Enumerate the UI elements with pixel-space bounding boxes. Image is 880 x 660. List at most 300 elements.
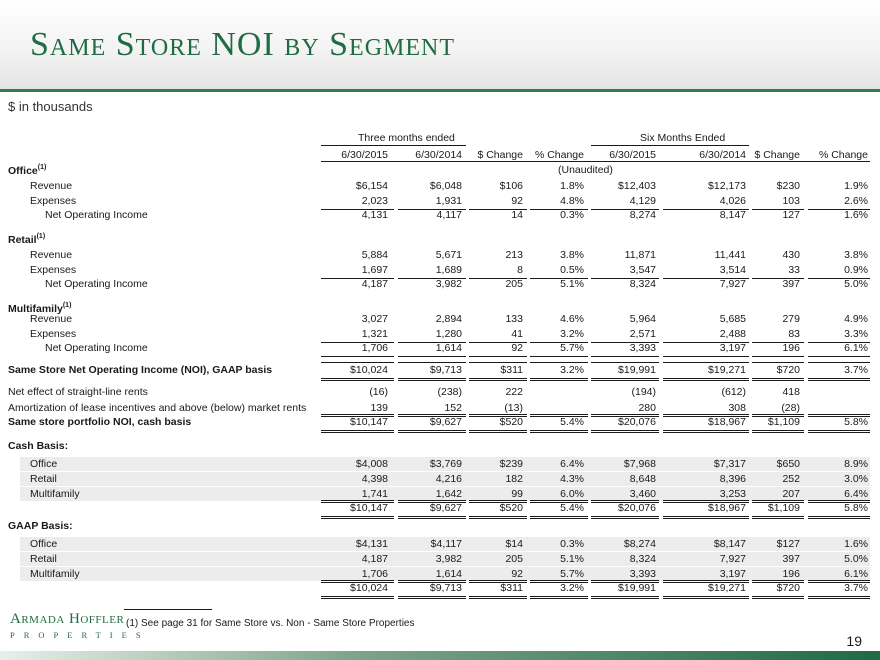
table-cell: 397 [782,278,800,290]
table-cell: 3.2% [560,364,584,376]
table-cell: $14 [505,538,523,550]
row-label [30,264,76,277]
total-rule-double-2 [469,380,527,381]
row-label-text: Net Operating Income [45,209,148,221]
row-label [8,440,68,453]
table-cell: $9,627 [429,416,462,428]
total-rule-top [469,580,527,581]
table-cell: 5.4% [560,416,584,428]
row-label [45,209,148,222]
total-rule-top [321,414,394,415]
table-cell: 8,324 [629,278,656,290]
table-cell: 8.9% [844,458,868,470]
header-three-months: Three months ended [358,132,455,144]
table-cell: 8,274 [629,209,656,221]
row-label [45,342,148,355]
table-cell: 205 [505,278,523,290]
subtotal-rule [591,356,659,357]
table-cell: 308 [728,402,746,414]
table-cell: 99 [511,488,523,500]
table-cell: $10,147 [350,416,388,428]
column-header: 6/30/2014 [699,149,746,161]
table-cell: 3.2% [560,582,584,594]
table-cell: $720 [776,582,800,594]
table-cell: 6.1% [844,342,868,354]
table-cell: 2,894 [435,313,462,325]
total-rule-double-1 [530,430,588,431]
row-label [30,328,76,341]
table-cell: 5,884 [361,249,388,261]
total-rule-double-1 [663,596,749,597]
row-label-text: Multifamily [30,568,80,580]
table-cell: 213 [505,249,523,261]
total-rule-double-1 [469,516,527,517]
total-rule-double-2 [530,432,588,433]
table-cell: $1,109 [767,502,800,514]
table-cell: 5.7% [560,342,584,354]
table-cell: 4,398 [361,473,388,485]
table-cell: $4,117 [430,538,462,550]
row-label [8,386,148,399]
total-rule-top [530,580,588,581]
total-rule-double-1 [663,516,749,517]
table-cell: $520 [499,416,523,428]
total-rule-double-1 [321,430,394,431]
table-cell: 3.0% [844,473,868,485]
subtotal-rule [321,356,394,357]
total-rule-double-1 [752,596,804,597]
total-rule-top [752,414,804,415]
row-label [30,458,57,471]
table-cell: 2,023 [361,195,388,207]
footnote-marker: (1) [36,233,46,240]
total-rule-double-1 [530,378,588,379]
total-rule-double-2 [321,380,394,381]
row-label [30,473,57,486]
table-cell: 33 [788,264,800,276]
total-rule-double-2 [808,380,870,381]
total-rule-double-1 [321,596,394,597]
table-cell: $520 [499,502,523,514]
total-rule-double-1 [398,516,466,517]
table-cell: 207 [782,488,800,500]
row-label-text: Office [8,165,38,177]
total-rule-double-1 [591,430,659,431]
table-cell: 7,927 [719,278,746,290]
table-cell: 4,187 [361,278,388,290]
total-rule-top [808,414,870,415]
row-label [30,195,76,208]
total-rule-top [808,580,870,581]
total-rule-double-1 [398,378,466,379]
total-rule-top [663,414,749,415]
total-rule-top [530,362,588,363]
table-cell: 1,280 [435,328,462,340]
table-cell: $20,076 [618,502,656,514]
total-rule-double-1 [663,378,749,379]
table-cell: $20,076 [618,416,656,428]
table-cell: 5,964 [629,313,656,325]
table-cell: 4,129 [629,195,656,207]
total-rule-top [591,414,659,415]
table-cell: 3.8% [560,249,584,261]
total-rule-top [808,500,870,501]
total-rule-top [469,414,527,415]
table-cell: 5.1% [560,278,584,290]
row-label [45,278,148,291]
row-label-text: Expenses [30,195,77,207]
table-cell: $650 [776,458,800,470]
total-rule-double-2 [663,518,749,519]
table-cell: 3.7% [844,582,868,594]
row-label-text: Net Operating Income [45,278,148,290]
table-cell: 430 [782,249,800,261]
table-cell: $720 [776,364,800,376]
row-label [8,416,191,429]
footnote-divider [124,609,212,610]
row-label-text: Retail [30,473,57,485]
total-rule-top [530,414,588,415]
table-cell: 3,253 [719,488,746,500]
total-rule-top [469,500,527,501]
total-rule-double-1 [321,516,394,517]
table-cell: 5.4% [560,502,584,514]
table-cell: $9,627 [429,502,462,514]
total-rule-double-1 [530,516,588,517]
table-cell: 3,547 [629,264,656,276]
total-rule-double-1 [808,596,870,597]
total-rule-double-2 [469,598,527,599]
table-cell: 3,982 [435,278,462,290]
table-cell: $19,991 [618,364,656,376]
table-cell: 5.1% [560,553,584,565]
total-rule-double-2 [530,380,588,381]
row-label-text: Amortization of lease incentives and above (below) market rents [8,402,307,414]
total-rule-double-2 [398,380,466,381]
table-cell: 4.9% [844,313,868,325]
total-rule-double-2 [591,380,659,381]
row-label [30,553,57,566]
table-cell: 1,689 [435,264,462,276]
table-cell: 1.8% [560,180,584,192]
table-cell: 6.0% [560,488,584,500]
table-cell: 5,685 [719,313,746,325]
total-rule-top [808,362,870,363]
table-cell: 5.0% [844,553,868,565]
table-cell: 222 [505,386,523,398]
row-label-text: Cash Basis: [8,440,69,452]
total-rule-top [663,500,749,501]
header-six-months: Six Months Ended [640,132,726,144]
total-rule-double-1 [469,430,527,431]
total-rule-double-2 [321,518,394,519]
table-cell: 4.3% [560,473,584,485]
table-cell: 5.0% [844,278,868,290]
row-label-text: Retail [30,553,57,565]
total-rule-top [469,362,527,363]
table-cell: 1,321 [361,328,388,340]
total-rule-double-2 [398,518,466,519]
table-cell: 11,441 [714,249,746,261]
total-rule-double-2 [808,598,870,599]
table-cell: 279 [782,313,800,325]
total-rule-top [752,580,804,581]
total-rule-double-2 [663,598,749,599]
row-label [8,402,306,415]
total-rule-double-2 [530,598,588,599]
table-cell: 3,197 [719,342,746,354]
row-label [30,488,80,501]
total-rule-top [752,500,804,501]
table-cell: (16) [369,386,388,398]
total-rule-double-1 [808,378,870,379]
table-cell: $10,147 [350,502,388,514]
table-cell: 3,460 [629,488,656,500]
table-cell: $8,147 [713,538,746,550]
table-cell: 1,931 [435,195,462,207]
table-cell: 280 [638,402,656,414]
table-cell: 3.3% [844,328,868,340]
table-cell: $8,274 [623,538,656,550]
total-rule-double-2 [469,518,527,519]
table-cell: 196 [782,568,800,580]
table-cell: $7,317 [713,458,746,470]
table-cell: 1,614 [435,568,462,580]
row-label-text: Revenue [30,313,73,325]
row-label [8,161,46,178]
total-rule-top [663,580,749,581]
table-cell: 1,706 [361,342,388,354]
total-rule-top [591,362,659,363]
table-cell: (13) [504,402,523,414]
table-cell: 3.8% [844,249,868,261]
table-cell: 2,488 [719,328,746,340]
table-cell: $106 [499,180,523,192]
row-label-text: Expenses [30,328,77,340]
table-cell: 4,117 [436,209,462,221]
footnote-marker: (1) [62,302,72,309]
total-rule-double-2 [663,380,749,381]
total-rule-double-2 [808,432,870,433]
table-cell: 1,697 [361,264,388,276]
table-cell: 252 [782,473,800,485]
table-cell: $127 [776,538,800,550]
total-rule-double-2 [321,598,394,599]
total-rule-double-2 [469,432,527,433]
row-label-text: Retail [8,234,37,246]
table-cell: 6.4% [844,488,868,500]
table-cell: $12,403 [618,180,656,192]
row-label-text: Office [30,458,58,470]
total-rule-double-1 [808,516,870,517]
table-cell: 3,393 [629,342,656,354]
total-rule-double-2 [752,518,804,519]
table-cell: $4,131 [355,538,388,550]
footnote: (1) See page 31 for Same Store vs. Non - Same Store Properties [126,618,415,629]
column-header: 6/30/2014 [415,149,462,161]
table-cell: $4,008 [355,458,388,470]
column-header: $ Change [477,149,523,161]
table-cell: $239 [499,458,523,470]
logo-subtitle: PROPERTIES [10,630,150,640]
total-rule-double-2 [398,432,466,433]
table-cell: 3,027 [361,313,388,325]
unaudited-label: (Unaudited) [558,164,613,176]
footer-band [0,651,880,660]
table-cell: (238) [437,386,462,398]
table-cell: $12,173 [708,180,746,192]
total-rule-top [591,500,659,501]
table-cell: 1,642 [435,488,462,500]
table-cell: 1.6% [844,538,868,550]
total-rule-double-2 [321,432,394,433]
table-cell: 205 [505,553,523,565]
total-rule-double-1 [398,430,466,431]
table-cell: $9,713 [429,582,462,594]
subtotal-rule [663,356,749,357]
table-cell: 1,706 [361,568,388,580]
table-cell: 3,982 [435,553,462,565]
table-cell: $7,968 [623,458,656,470]
table-cell: (194) [631,386,656,398]
table-cell: 3,514 [719,264,746,276]
table-cell: $6,048 [429,180,462,192]
table-cell: 103 [782,195,800,207]
units-caption: $ in thousands [8,99,93,114]
table-cell: 7,927 [719,553,746,565]
subtotal-rule [469,356,527,357]
subtotal-rule [752,356,804,357]
table-cell: $19,991 [618,582,656,594]
table-cell: 152 [444,402,462,414]
row-label-text: Net Operating Income [45,342,148,354]
row-label [30,313,72,326]
total-rule-double-2 [752,380,804,381]
total-rule-double-2 [752,432,804,433]
row-label [30,568,80,581]
table-cell: 2,571 [629,328,656,340]
row-label-text: Revenue [30,180,73,192]
table-cell: 3,393 [629,568,656,580]
total-rule-double-2 [752,598,804,599]
table-cell: 397 [782,553,800,565]
table-cell: 1.9% [844,180,868,192]
table-cell: 14 [511,209,523,221]
total-rule-top [321,580,394,581]
table-cell: 0.5% [560,264,584,276]
total-rule-double-1 [530,596,588,597]
table-cell: 1,614 [435,342,462,354]
total-rule-top [398,414,466,415]
total-rule-double-1 [591,378,659,379]
table-cell: 1,741 [361,488,388,500]
table-cell: 6.1% [844,568,868,580]
table-cell: 127 [782,209,800,221]
row-label-text: GAAP Basis: [8,520,73,532]
subtotal-rule [530,356,588,357]
table-cell: 11,871 [624,249,656,261]
table-cell: $18,967 [708,416,746,428]
table-cell: 4,131 [361,209,388,221]
table-cell: 0.3% [560,538,584,550]
row-label-text: Net effect of straight-line rents [8,386,148,398]
table-cell: 0.3% [560,209,584,221]
total-rule-double-1 [752,430,804,431]
total-rule-double-2 [530,518,588,519]
table-cell: $230 [776,180,800,192]
row-label-text: Same Store Net Operating Income (NOI), GAAP basis [8,364,273,376]
total-rule-top [321,362,394,363]
total-rule-double-1 [752,516,804,517]
total-rule-double-1 [469,596,527,597]
column-header: 6/30/2015 [341,149,388,161]
table-cell: $9,713 [429,364,462,376]
table-cell: 133 [505,313,523,325]
table-cell: 4.6% [560,313,584,325]
total-rule-double-1 [469,378,527,379]
header-three-months-rule [321,145,466,146]
table-cell: 4.8% [560,195,584,207]
table-cell: $10,024 [350,582,388,594]
row-label [30,249,72,262]
table-cell: 5.7% [560,568,584,580]
company-logo [10,611,150,640]
table-cell: $10,024 [350,364,388,376]
table-cell: $19,271 [708,364,746,376]
table-cell: $3,769 [429,458,462,470]
table-cell: 8,396 [719,473,746,485]
table-cell: 182 [505,473,523,485]
table-cell: 4,026 [719,195,746,207]
row-label-text: Multifamily [30,488,80,500]
subtotal-rule [808,356,870,357]
table-cell: 4,216 [435,473,462,485]
table-cell: $311 [500,582,523,594]
header-six-months-rule [591,145,749,146]
table-cell: $311 [500,364,523,376]
row-label [8,364,272,377]
row-label [30,180,72,193]
row-label-text: Same store portfolio NOI, cash basis [8,416,192,428]
table-cell: 92 [511,342,523,354]
total-rule-top [663,362,749,363]
table-cell: 8,147 [719,209,746,221]
column-header: 6/30/2015 [609,149,656,161]
table-cell: 3.7% [844,364,868,376]
total-rule-double-2 [591,518,659,519]
table-cell: 6.4% [560,458,584,470]
table-cell: 92 [511,568,523,580]
total-rule-top [398,500,466,501]
total-rule-double-2 [663,432,749,433]
table-cell: 83 [788,328,800,340]
total-rule-double-1 [591,596,659,597]
subtotal-rule [398,356,466,357]
table-cell: $19,271 [708,582,746,594]
total-rule-double-1 [752,378,804,379]
column-header: $ Change [754,149,800,161]
table-cell: $1,109 [767,416,800,428]
table-cell: 5,671 [435,249,462,261]
column-header: % Change [534,149,584,161]
row-label-text: Office [30,538,58,550]
table-cell: (28) [781,402,800,414]
total-rule-double-1 [398,596,466,597]
table-cell: 4,187 [361,553,388,565]
table-cell: 92 [511,195,523,207]
total-rule-top [398,362,466,363]
table-cell: 8,648 [629,473,656,485]
